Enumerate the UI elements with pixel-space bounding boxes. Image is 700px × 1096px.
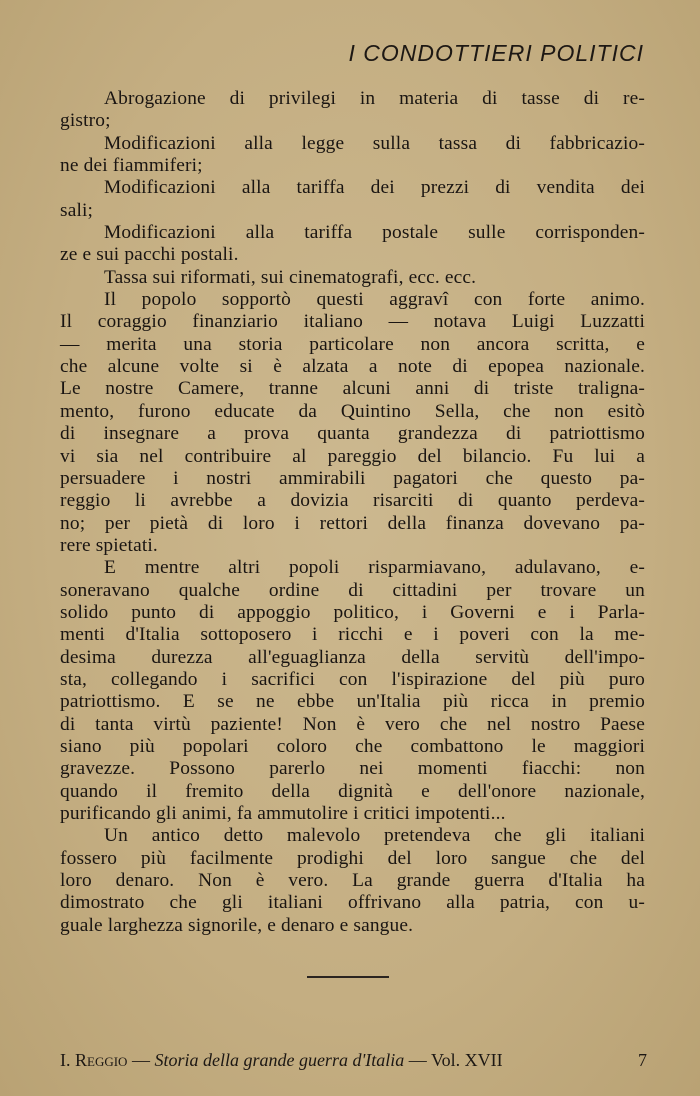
text-line: siano più popolari coloro che combattono le maggiori [60, 735, 645, 757]
text-line: — merita una storia particolare non ancora scritta, e [60, 333, 645, 355]
footer-author-initial: I. [60, 1050, 71, 1070]
text-line: no; per pietà di loro i rettori della finanza dovevano pa- [60, 512, 645, 534]
footer-volume: Vol. XVII [430, 1050, 503, 1070]
page-number: 7 [638, 1050, 647, 1070]
text-line: Abrogazione di privilegi in materia di tasse di re- [104, 88, 645, 109]
text-line: sali; [60, 199, 94, 221]
text-line: rere spietati. [60, 534, 158, 556]
text-line: Un antico detto malevolo pretendeva che gli italiani [104, 825, 645, 847]
text-line: di insegnare a prova quanta grandezza di patriottismo [60, 423, 645, 445]
text-line: Modificazioni alla legge sulla tassa di fabbricazio- [104, 132, 645, 154]
text-line: gistro; [60, 110, 111, 132]
text-line: solido punto di appoggio politico, i Governi e i Parla- [60, 601, 645, 623]
text-line: che alcune volte si è alzata a note di epopea nazionale. [60, 356, 645, 378]
text-line: vi sia nel contribuire al pareggio del bilancio. Fu lui a [60, 445, 645, 467]
section-rule [307, 976, 389, 978]
text-line: menti d'Italia sottoposero i ricchi e i poveri con la me- [60, 624, 645, 646]
text-line: ze e sui pacchi postali. [60, 244, 239, 266]
text-line: Modificazioni alla tariffa dei prezzi di vendita dei [104, 177, 645, 199]
text-line: guale larghezza signorile, e denaro e sangue. [60, 914, 414, 936]
text-line: E mentre altri popoli risparmiavano, adulavano, e- [104, 557, 645, 579]
text-line: gravezze. Possono parerlo nei momenti fiacchi: non [60, 758, 645, 780]
text-line: Il popolo sopportò questi aggravî con forte animo. [104, 289, 645, 311]
footer-author-surname: Reggio [75, 1050, 128, 1070]
footer-citation [60, 1050, 503, 1071]
text-line: Il coraggio finanziario italiano — notava Luigi Luzzatti [60, 311, 645, 333]
text-line: Tassa sui riformati, sui cinematografi, ecc. ecc. [104, 266, 477, 288]
text-line: desima durezza all'eguaglianza della servitù dell'impo- [60, 646, 645, 668]
text-line: persuadere i nostri ammirabili pagatori che questo pa- [60, 467, 645, 489]
text-line: fossero più facilmente prodighi del loro sangue che del [60, 847, 645, 869]
footer-book-title: Storia della grande guerra d'Italia [154, 1050, 405, 1070]
running-title: I CONDOTTIERI POLITICI [348, 40, 644, 66]
text-line: patriottismo. E se ne ebbe un'Italia più ricca in premio [60, 691, 645, 713]
text-line: Modificazioni alla tariffa postale sulle corrisponden- [104, 222, 645, 244]
text-line: sta, collegando i sacrifici con l'ispirazione del più puro [60, 668, 645, 690]
text-line: mento, furono educate da Quintino Sella, che non esitò [60, 400, 645, 422]
text-line: ne dei fiammiferi; [60, 155, 203, 177]
text-line: reggio li avrebbe a dovizia risarciti di quanto perdeva- [60, 490, 645, 512]
footer-dash: — [131, 1050, 150, 1070]
text-line: quando il fremito della dignità e dell'onore nazionale, [60, 780, 645, 802]
text-line: purificando gli animi, fa ammutolire i critici impotenti... [60, 803, 506, 824]
text-line: loro denaro. Non è vero. La grande guerra d'Italia ha [60, 870, 645, 892]
body-text [60, 88, 645, 937]
text-line: Le nostre Camere, tranne alcuni anni di triste traligna- [60, 378, 645, 400]
text-line: soneravano qualche ordine di cittadini per trovare un [60, 579, 645, 601]
footer-dash: — [408, 1050, 427, 1070]
text-line: dimostrato che gli italiani offrivano alla patria, con u- [60, 892, 645, 914]
text-line: di tanta virtù paziente! Non è vero che nel nostro Paese [60, 713, 645, 735]
